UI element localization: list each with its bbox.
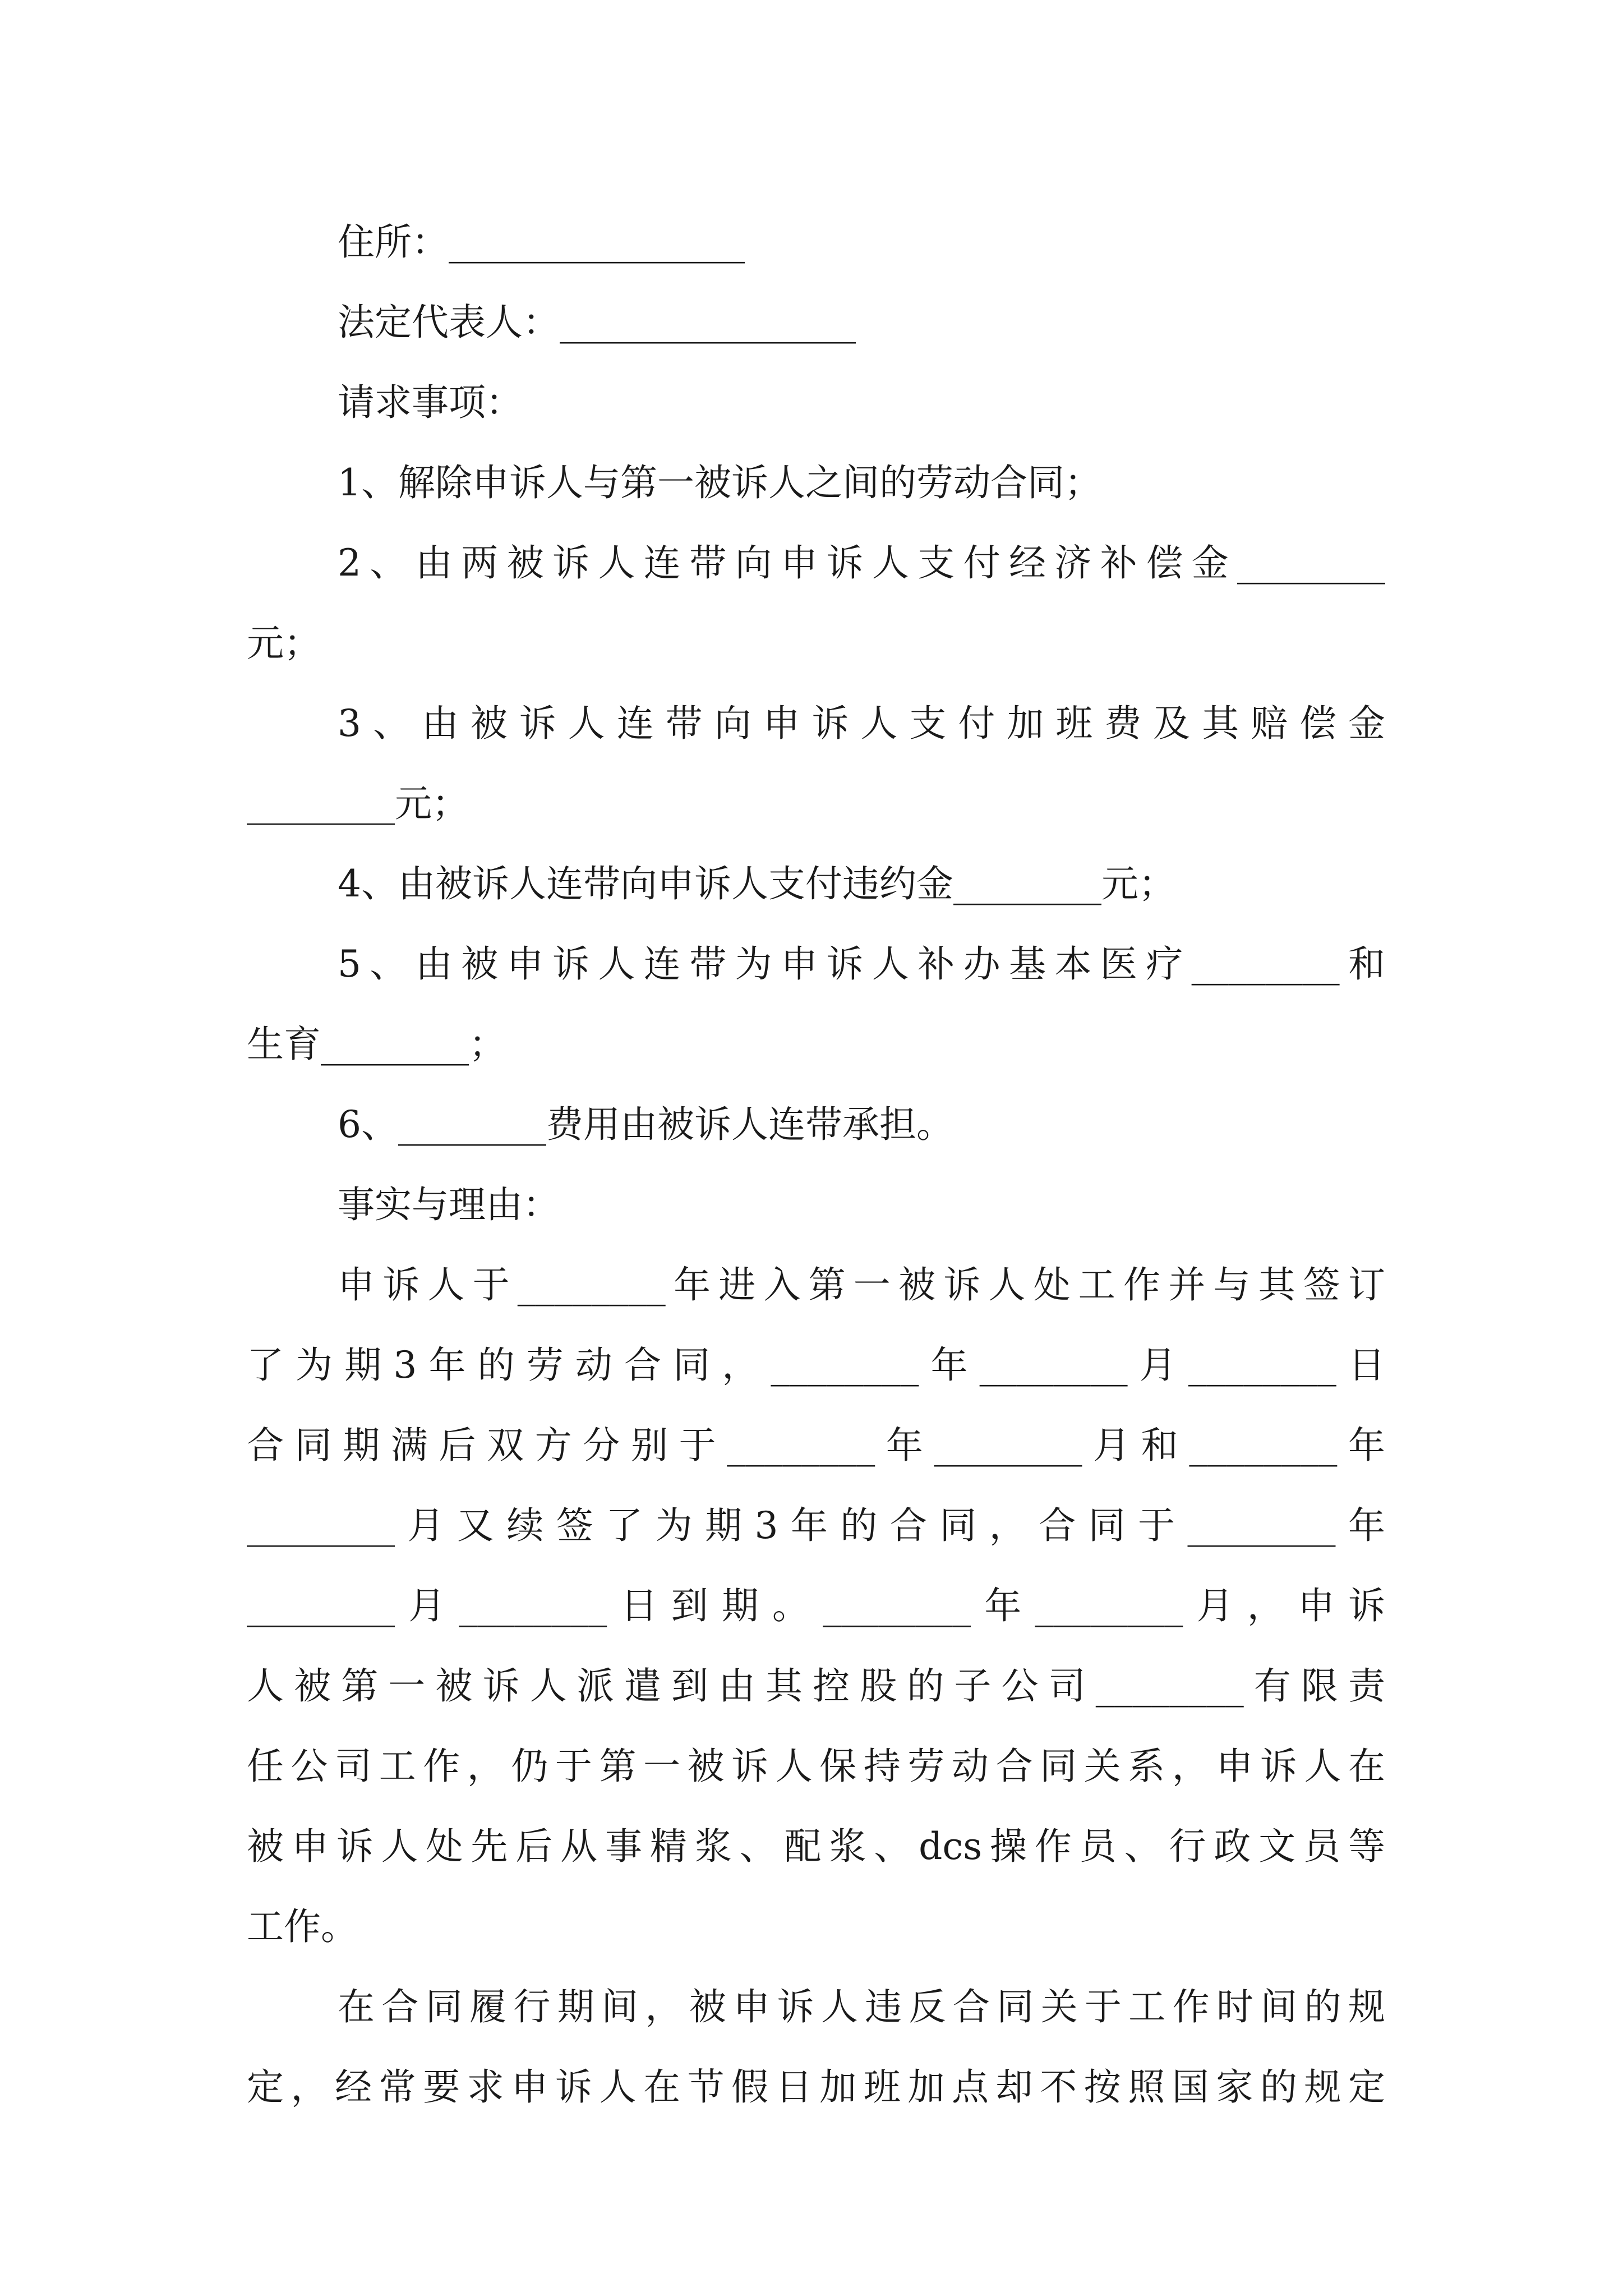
text-line: 申诉人于________年进入第一被诉人处工作并与其签订 <box>338 1263 1385 1306</box>
text-line: 被申诉人处先后从事精浆、配浆、dcs操作员、行政文员等 <box>247 1825 1385 1868</box>
text-line: ________月又续签了为期3年的合同，合同于________年 <box>247 1504 1385 1547</box>
text-line: 事实与理由： <box>338 1183 560 1226</box>
text-line: ________元； <box>247 782 469 825</box>
text-line: 请求事项： <box>338 381 523 424</box>
text-line: 4、由被诉人连带向申诉人支付违约金________元； <box>338 862 1175 905</box>
text-line: 了为期3年的劳动合同，________年________月________日 <box>247 1343 1385 1387</box>
text-line: 5、由被申诉人连带为申诉人补办基本医疗________和 <box>338 942 1385 986</box>
text-line: 法定代表人：________________ <box>338 301 856 344</box>
text-line: 6、________费用由被诉人连带承担。 <box>338 1103 953 1146</box>
text-line: 任公司工作，仍于第一被诉人保持劳动合同关系，申诉人在 <box>247 1745 1385 1788</box>
text-line: 生育________； <box>247 1023 506 1066</box>
text-line: 3、由被诉人连带向申诉人支付加班费及其赔偿金 <box>338 702 1385 745</box>
text-line: 人被第一被诉人派遣到由其控股的子公司________有限责 <box>247 1664 1385 1708</box>
text-line: 在合同履行期间，被申诉人违反合同关于工作时间的规 <box>338 1985 1385 2028</box>
text-line: 2、由两被诉人连带向申诉人支付经济补偿金________ <box>338 541 1385 585</box>
text-line: 住所：________________ <box>338 220 745 264</box>
text-line: 1、解除申诉人与第一被诉人之间的劳动合同； <box>338 461 1101 504</box>
text-line: 元； <box>247 622 321 665</box>
document-page <box>247 202 1385 2127</box>
text-line: 合同期满后双方分别于________年________月和________年 <box>247 1424 1385 1467</box>
text-line: 定，经常要求申诉人在节假日加班加点却不按照国家的规定 <box>247 2065 1385 2109</box>
text-line: 工作。 <box>247 1905 358 1948</box>
text-line: ________月________日到期。________年________月，申诉 <box>247 1584 1385 1627</box>
